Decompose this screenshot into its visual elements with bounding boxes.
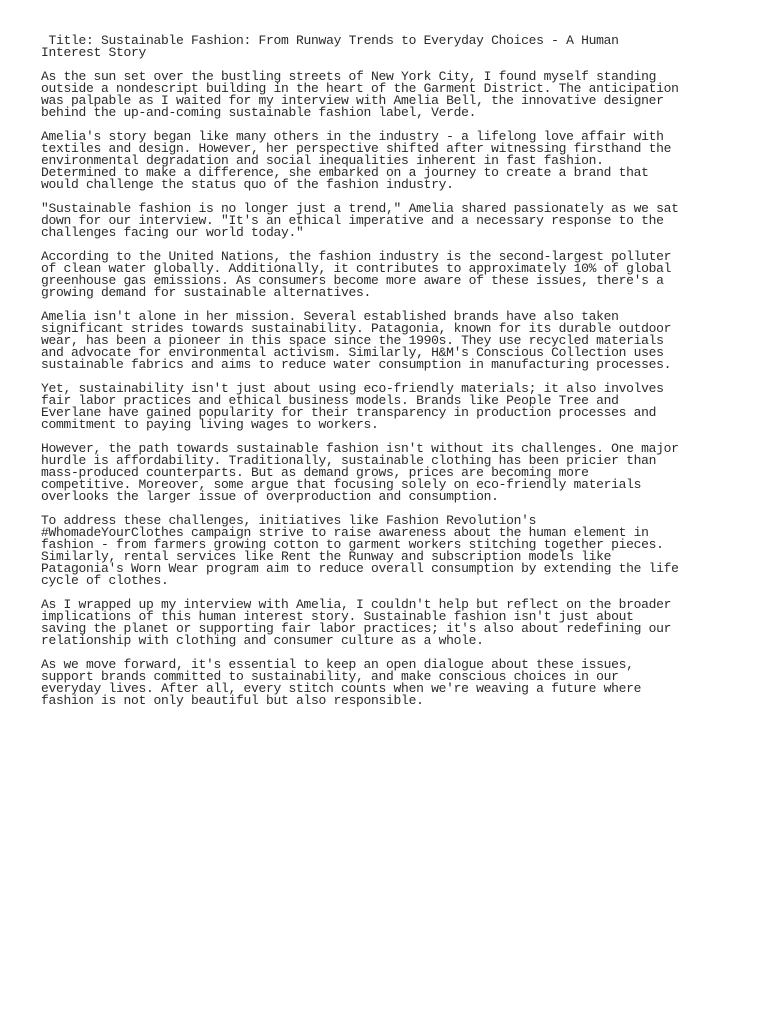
- paragraph-9: As I wrapped up my interview with Amelia, I couldn't help but reflect on the broader implications of this human interest story. Sustainable fashion isn't just about saving the planet or supporting fair labor practices; it's also about redefining our relationship with clothing and consumer culture as a whole.: [41, 597, 672, 648]
- paragraph-4: According to the United Nations, the fashion industry is the second-largest polluter of clean water globally. Additionally, it contributes to approximately 10% of global greenhouse gas emissions. As consumers become more aware of these issues, there's a growing demand for sustainable alternatives.: [41, 249, 672, 300]
- paragraph-7: However, the path towards sustainable fashion isn't without its challenges. One major hurdle is affordability. Traditionally, sustainable clothing has been pricier than mass-produced counterparts. But as demand grows, prices are becoming more competitive. Moreover, some argue that focusing solely on eco-friendly materials overlooks the larger issue of overproduction and consumption.: [41, 441, 679, 504]
- paragraph-3: "Sustainable fashion is no longer just a trend," Amelia shared passionately as we sat down for our interview. "It's an ethical imperative and a necessary response to the challenges facing our world today.": [41, 201, 679, 240]
- document-page: [41, 35, 731, 719]
- paragraph-2: Amelia's story began like many others in the industry - a lifelong love affair with textiles and design. However, her perspective shifted after witnessing firsthand the environmental degradation and social inequalities inherent in fast fashion. Determined to make a difference, she embarked on a journey to create a brand that would challenge the status quo of the fashion industry.: [41, 129, 672, 192]
- paragraph-5: Amelia isn't alone in her mission. Several established brands have also taken significant strides towards sustainability. Patagonia, known for its durable outdoor wear, has been a pioneer in this space since the 1990s. They use recycled materials and advocate for environmental activism. Similarly, H&M's Conscious Collection uses sustainable fabrics and aims to reduce water consumption in manufacturing processes.: [41, 309, 672, 372]
- paragraph-6: Yet, sustainability isn't just about using eco-friendly materials; it also involves fair labor practices and ethical business models. Brands like People Tree and Everlane have gained popularity for their transparency in production processes and commitment to paying living wages to workers.: [41, 381, 664, 432]
- paragraph-8: To address these challenges, initiatives like Fashion Revolution's #WhomadeYourClothes campaign strive to raise awareness about the human element in fashion - from farmers growing cotton to garment workers stitching together pieces. Similarly, rental services like Rent the Runway and subscription models like Patagonia's Worn Wear program aim to reduce overall consumption by extending the life cycle of clothes.: [41, 513, 679, 588]
- paragraph-1: As the sun set over the bustling streets of New York City, I found myself standing outside a nondescript building in the heart of the Garment District. The anticipation was palpable as I waited for my interview with Amelia Bell, the innovative designer behind the up-and-coming sustainable fashion label, Verde.: [41, 69, 679, 120]
- paragraph-10: As we move forward, it's essential to keep an open dialogue about these issues, support brands committed to sustainability, and make conscious choices in our everyday lives. After all, every stitch counts when we're weaving a future where fashion is not only beautiful but also responsible.: [41, 657, 642, 708]
- document-title: Title: Sustainable Fashion: From Runway Trends to Everyday Choices - A Human Interest Story: [41, 33, 619, 60]
